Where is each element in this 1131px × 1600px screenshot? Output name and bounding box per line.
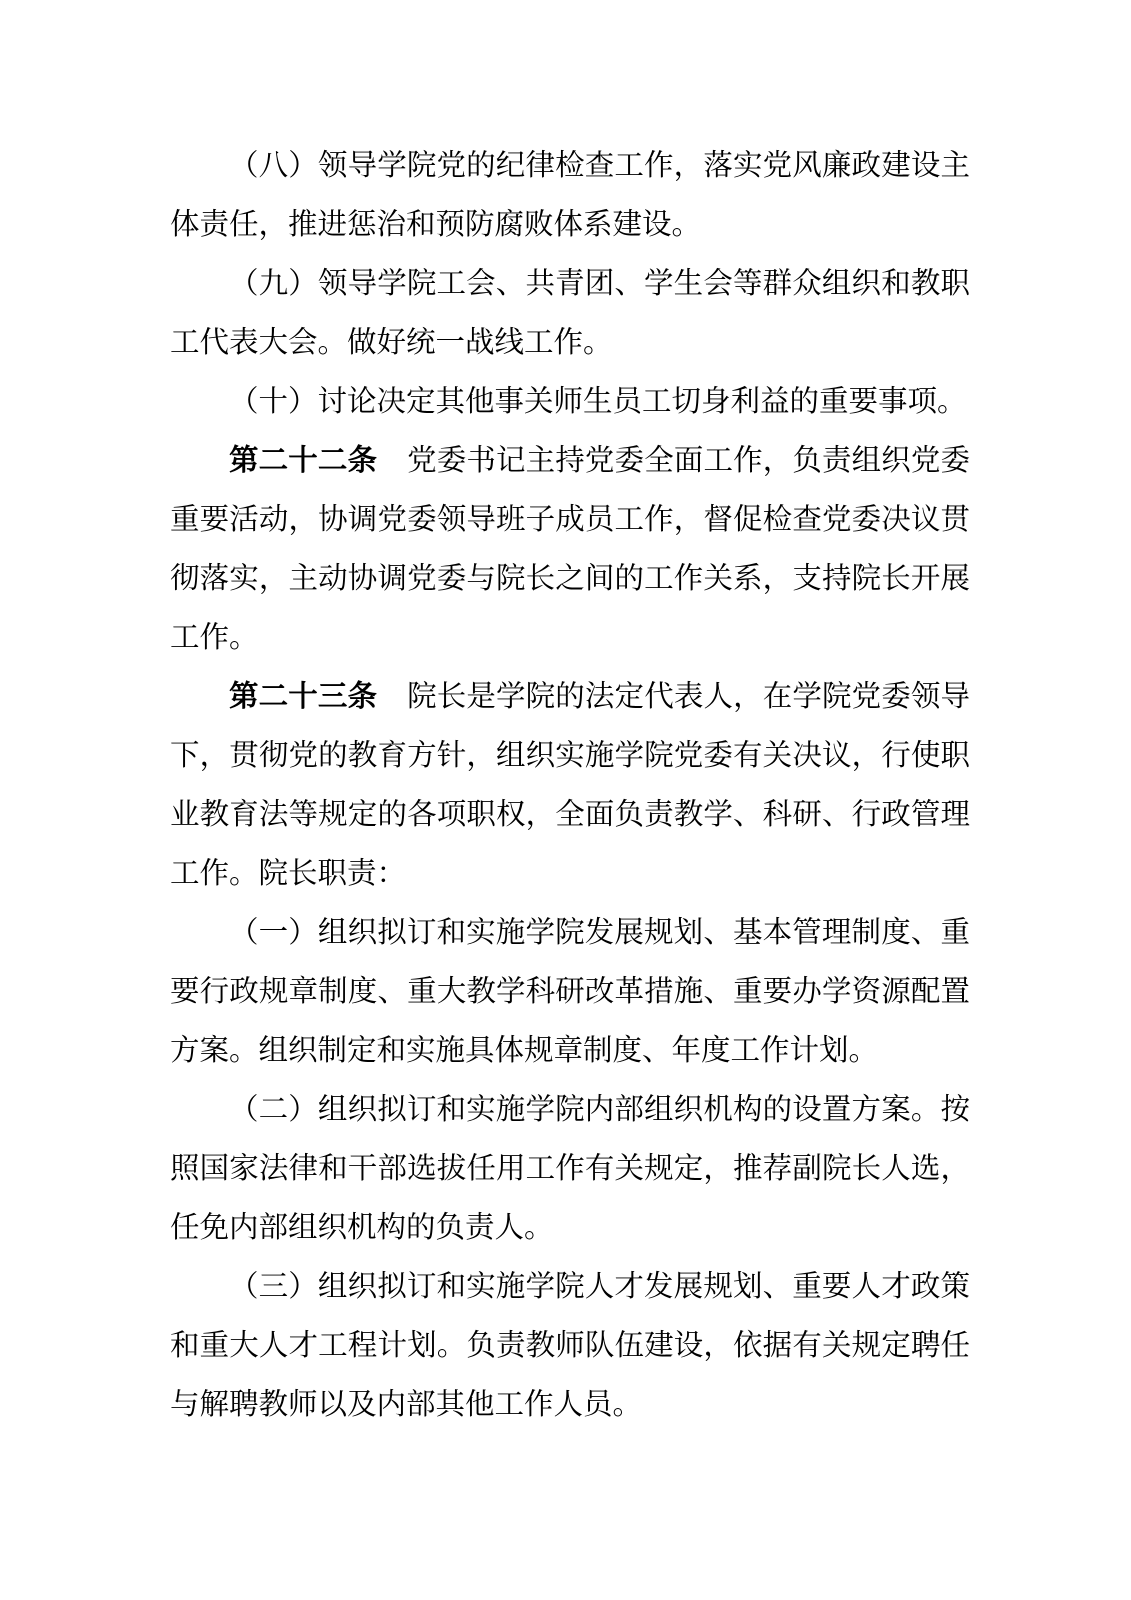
duty-item-1: （一）组织拟订和实施学院发展规划、基本管理制度、重要行政规章制度、重大教学科研改革措施、重要办学资源配置方案。组织制定和实施具体规章制度、年度工作计划。: [170, 916, 970, 1067]
article-22-text: 党委书记主持党委全面工作，负责组织党委重要活动，协调党委领导班子成员工作，督促检查党委决议贯彻落实，主动协调党委与院长之间的工作关系，支持院长开展工作。: [170, 444, 970, 654]
article-23-paragraph: [170, 667, 970, 903]
duty-item-3: （三）组织拟订和实施学院人才发展规划、重要人才政策和重大人才工程计划。负责教师队伍建设，依据有关规定聘任与解聘教师以及内部其他工作人员。: [170, 1270, 970, 1421]
clause-item-8: （八）领导学院党的纪律检查工作，落实党风廉政建设主体责任，推进惩治和预防腐败体系建设。: [170, 149, 970, 241]
article-23-number: 第二十三条: [229, 680, 378, 713]
article-22-number: 第二十二条: [229, 444, 378, 477]
clause-item-10: （十）讨论决定其他事关师生员工切身利益的重要事项。: [229, 385, 967, 418]
duty-item-2: （二）组织拟订和实施学院内部组织机构的设置方案。按照国家法律和干部选拔任用工作有关规定，推荐副院长人选，任免内部组织机构的负责人。: [170, 1093, 970, 1244]
article-23-text: 院长是学院的法定代表人，在学院党委领导下，贯彻党的教育方针，组织实施学院党委有关决议，行使职业教育法等规定的各项职权，全面负责教学、科研、行政管理工作。院长职责：: [170, 680, 970, 890]
article-22-paragraph: [170, 431, 970, 667]
clause-item-9: （九）领导学院工会、共青团、学生会等群众组织和教职工代表大会。做好统一战线工作。: [170, 267, 970, 359]
